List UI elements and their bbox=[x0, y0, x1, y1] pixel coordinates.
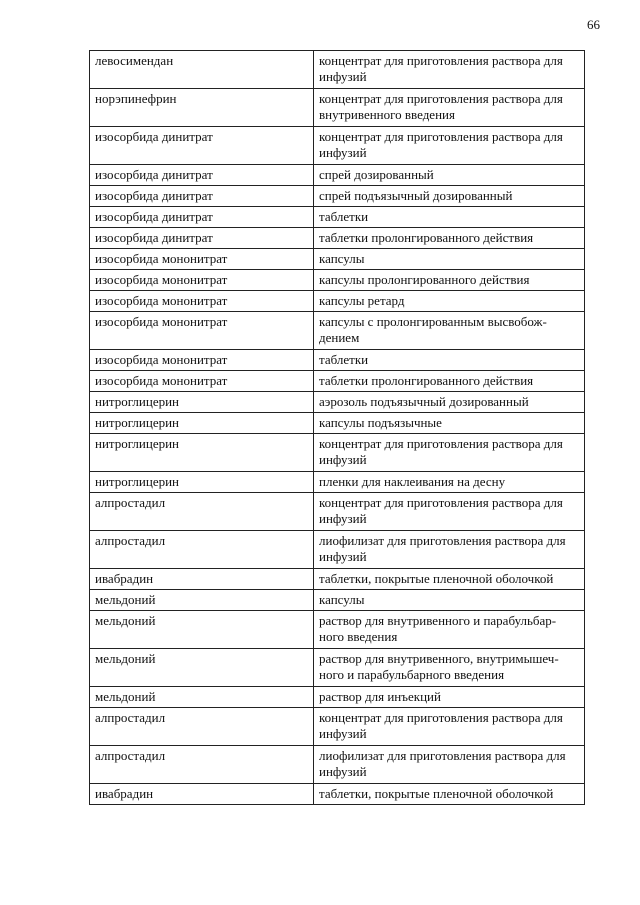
table-row bbox=[90, 649, 585, 687]
drug-name-cell: нитроглицерин bbox=[90, 392, 314, 413]
table-row bbox=[90, 590, 585, 611]
drug-name-cell: изосорбида динитрат bbox=[90, 228, 314, 249]
drug-name-cell: изосорбида мононитрат bbox=[90, 270, 314, 291]
drug-name-cell: изосорбида динитрат bbox=[90, 186, 314, 207]
drug-name-cell: алпростадил bbox=[90, 708, 314, 746]
table-row bbox=[90, 392, 585, 413]
dosage-form-cell: лиофилизат для приготовления раствора для инфузий bbox=[314, 746, 585, 784]
dosage-form-cell: лиофилизат для приготовления раствора для инфузий bbox=[314, 531, 585, 569]
dosage-form-cell: раствор для инъекций bbox=[314, 687, 585, 708]
table-row bbox=[90, 687, 585, 708]
dosage-form-cell: спрей подъязычный дозированный bbox=[314, 186, 585, 207]
dosage-form-cell: таблетки, покрытые пленочной оболочкой bbox=[314, 569, 585, 590]
drug-name-cell: мельдоний bbox=[90, 611, 314, 649]
drug-name-cell: изосорбида мононитрат bbox=[90, 312, 314, 350]
drug-name-cell: алпростадил bbox=[90, 493, 314, 531]
table-row bbox=[90, 89, 585, 127]
table-row bbox=[90, 186, 585, 207]
drug-name-cell: ивабрадин bbox=[90, 569, 314, 590]
table-row bbox=[90, 207, 585, 228]
table-row bbox=[90, 434, 585, 472]
table-row bbox=[90, 472, 585, 493]
dosage-form-cell: таблетки bbox=[314, 350, 585, 371]
table-row bbox=[90, 569, 585, 590]
table-row bbox=[90, 493, 585, 531]
drug-name-cell: нитроглицерин bbox=[90, 413, 314, 434]
drug-name-cell: изосорбида мононитрат bbox=[90, 350, 314, 371]
drug-name-cell: изосорбида мононитрат bbox=[90, 371, 314, 392]
dosage-form-cell: аэрозоль подъязычный дозированный bbox=[314, 392, 585, 413]
dosage-form-cell: раствор для внутривенного и парабульбар-ного введения bbox=[314, 611, 585, 649]
drug-name-cell: изосорбида мононитрат bbox=[90, 291, 314, 312]
table-row bbox=[90, 291, 585, 312]
dosage-form-cell: капсулы пролонгированного действия bbox=[314, 270, 585, 291]
drug-name-cell: изосорбида мононитрат bbox=[90, 249, 314, 270]
drug-name-cell: мельдоний bbox=[90, 649, 314, 687]
dosage-form-cell: капсулы bbox=[314, 590, 585, 611]
dosage-form-cell: концентрат для приготовления раствора для инфузий bbox=[314, 434, 585, 472]
dosage-form-cell: концентрат для приготовления раствора для инфузий bbox=[314, 127, 585, 165]
dosage-form-cell: концентрат для приготовления раствора для инфузий bbox=[314, 493, 585, 531]
drug-name-cell: нитроглицерин bbox=[90, 472, 314, 493]
drug-name-cell: мельдоний bbox=[90, 687, 314, 708]
drug-table bbox=[89, 50, 585, 805]
dosage-form-cell: концентрат для приготовления раствора для внутривенного введения bbox=[314, 89, 585, 127]
drug-name-cell: ивабрадин bbox=[90, 784, 314, 805]
dosage-form-cell: пленки для наклеивания на десну bbox=[314, 472, 585, 493]
dosage-form-cell: концентрат для приготовления раствора для инфузий bbox=[314, 708, 585, 746]
dosage-form-cell: капсулы подъязычные bbox=[314, 413, 585, 434]
table-row bbox=[90, 228, 585, 249]
dosage-form-cell: капсулы с пролонгированным высвобож-дением bbox=[314, 312, 585, 350]
drug-name-cell: мельдоний bbox=[90, 590, 314, 611]
drug-name-cell: изосорбида динитрат bbox=[90, 207, 314, 228]
drug-name-cell: нитроглицерин bbox=[90, 434, 314, 472]
table-row bbox=[90, 531, 585, 569]
table-row bbox=[90, 312, 585, 350]
table-row bbox=[90, 51, 585, 89]
table-row bbox=[90, 784, 585, 805]
drug-name-cell: алпростадил bbox=[90, 531, 314, 569]
dosage-form-cell: таблетки пролонгированного действия bbox=[314, 371, 585, 392]
table-row bbox=[90, 270, 585, 291]
table-row bbox=[90, 708, 585, 746]
table-row bbox=[90, 127, 585, 165]
table-row bbox=[90, 350, 585, 371]
table-row bbox=[90, 165, 585, 186]
dosage-form-cell: таблетки пролонгированного действия bbox=[314, 228, 585, 249]
dosage-form-cell: капсулы ретард bbox=[314, 291, 585, 312]
table-row bbox=[90, 611, 585, 649]
page-number: 66 bbox=[587, 17, 600, 32]
dosage-form-cell: спрей дозированный bbox=[314, 165, 585, 186]
table-body bbox=[90, 51, 585, 805]
drug-name-cell: левосимендан bbox=[90, 51, 314, 89]
table-row bbox=[90, 413, 585, 434]
drug-name-cell: алпростадил bbox=[90, 746, 314, 784]
dosage-form-cell: раствор для внутривенного, внутримышеч-ного и парабульбарного введения bbox=[314, 649, 585, 687]
table-row bbox=[90, 371, 585, 392]
dosage-form-cell: концентрат для приготовления раствора для инфузий bbox=[314, 51, 585, 89]
dosage-form-cell: таблетки, покрытые пленочной оболочкой bbox=[314, 784, 585, 805]
drug-name-cell: изосорбида динитрат bbox=[90, 165, 314, 186]
dosage-form-cell: капсулы bbox=[314, 249, 585, 270]
table-row bbox=[90, 746, 585, 784]
dosage-form-cell: таблетки bbox=[314, 207, 585, 228]
table-row bbox=[90, 249, 585, 270]
drug-name-cell: изосорбида динитрат bbox=[90, 127, 314, 165]
drug-name-cell: норэпинефрин bbox=[90, 89, 314, 127]
